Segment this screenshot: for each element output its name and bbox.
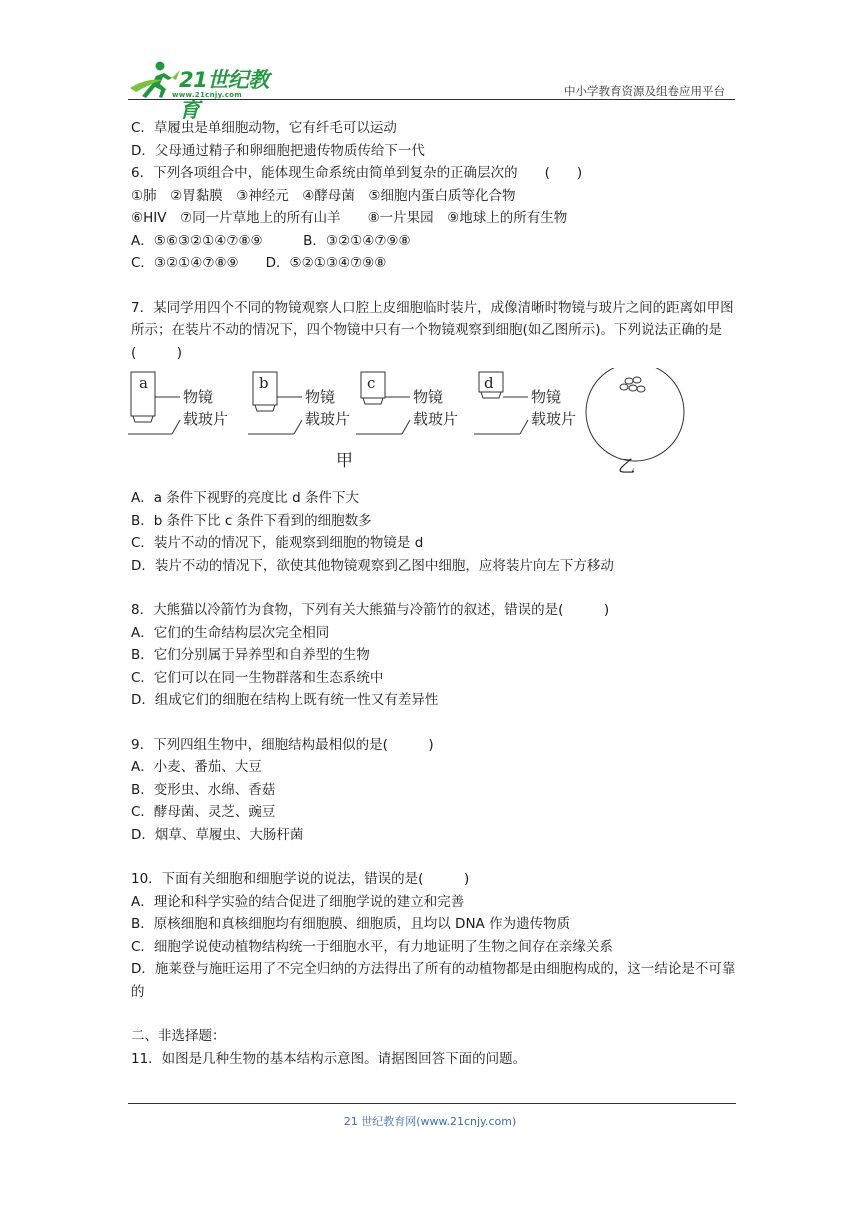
lens-label-b: b xyxy=(259,374,269,392)
lens-label-c: c xyxy=(367,374,376,392)
header-divider xyxy=(128,99,735,100)
footer-divider xyxy=(128,1103,736,1104)
q10-option-d: D．施莱登与施旺运用了不完全归纳的方法得出了所有的动植物都是由细胞构成的，这一结论是不可靠的 xyxy=(131,961,736,1000)
objective-lens-diagram xyxy=(128,368,688,481)
q11-stem: 11．如图是几种生物的基本结构示意图。请据图回答下面的问题。 xyxy=(131,1050,527,1067)
q9-option-d: D．烟草、草履虫、大肠杆菌 xyxy=(131,826,304,843)
q6-options-line1: A．⑤⑥③②①④⑦⑧⑨ B．③②①④⑦⑨⑧ xyxy=(131,232,411,249)
q5-option-d: D．父母通过精子和卵细胞把遗传物质传给下一代 xyxy=(131,142,425,159)
q7-option-a: A．a 条件下视野的亮度比 d 条件下大 xyxy=(131,490,359,506)
q10-stem: 10．下面有关细胞和细胞学说的说法，错误的是( ) xyxy=(131,871,470,887)
q8-option-d: D．组成它们的细胞在结构上既有统一性又有差异性 xyxy=(131,692,439,708)
q7-stem: 7．某同学用四个不同的物镜观察人口腔上皮细胞临时装片，成像清晰时物镜与玻片之间的距离如甲图所示；在装片不动的情况下，四个物镜中只有一个物镜观察到细胞(如乙图所示)。下列说法正确的是( ) xyxy=(131,299,734,361)
lens-d-objective xyxy=(474,372,528,434)
slide-label: 载玻片 xyxy=(531,410,577,428)
q8-option-a: A．它们的生命结构层次完全相同 xyxy=(131,624,330,641)
q9-option-b: B．变形虫、水绵、香菇 xyxy=(131,781,276,798)
brand-name: 21世纪教育 xyxy=(179,68,269,122)
q8-option-c: C．它们可以在同一生物群落和生态系统中 xyxy=(131,669,384,686)
objective-label: 物镜 xyxy=(305,388,336,406)
q6-stem: 6．下列各项组合中，能体现生命系统由简单到复杂的正确层次的 ( ) xyxy=(131,165,583,181)
q10-option-a: A．理论和科学实验的结合促进了细胞学说的建立和完善 xyxy=(131,893,465,910)
q6-items-line2: ⑥HIV ⑦同一片草地上的所有山羊 ⑧一片果园 ⑨地球上的所有生物 xyxy=(131,210,568,226)
caption-yi: 乙 xyxy=(618,457,635,477)
q6-options-line2: C．③②①④⑦⑧⑨ D．⑤②①③④⑦⑨⑧ xyxy=(131,255,387,271)
slide-label: 载玻片 xyxy=(413,410,459,428)
logo xyxy=(128,58,288,122)
q5-option-c: C．草履虫是单细胞动物，它有纤毛可以运动 xyxy=(131,120,397,136)
lens-c-objective xyxy=(356,372,410,434)
slide-label: 载玻片 xyxy=(183,410,229,428)
q10-option-b: B．原核细胞和真核细胞均有细胞膜、细胞质，且均以 DNA 作为遗传物质 xyxy=(131,916,571,932)
lens-label-a: a xyxy=(139,374,148,392)
lens-a-objective xyxy=(128,372,180,434)
q7-option-d: D．装片不动的情况下，欲使其他物镜观察到乙图中细胞，应将装片向左下方移动 xyxy=(131,557,614,574)
field-of-view-circle xyxy=(586,368,684,461)
q10-option-c: C．细胞学说使动植物结构统一于细胞水平，有力地证明了生物之间存在亲缘关系 xyxy=(131,938,613,955)
q8-stem: 8．大熊猫以冷箭竹为食物，下列有关大熊猫与冷箭竹的叙述，错误的是( ) xyxy=(131,602,610,618)
brand-url: www.21cnjy.com xyxy=(172,91,242,99)
q7-figure xyxy=(128,368,688,481)
slide-label: 载玻片 xyxy=(305,410,351,428)
platform-title: 中小学教育资源及组卷应用平台 xyxy=(564,84,725,98)
q7-option-c: C．装片不动的情况下，能观察到细胞的物镜是 d xyxy=(131,535,424,551)
lens-label-d: d xyxy=(484,374,494,392)
footer-link[interactable]: 21 世纪教育网(www.21cnjy.com) xyxy=(343,1115,517,1128)
objective-label: 物镜 xyxy=(183,388,214,406)
section-heading: 二、非选择题： xyxy=(131,1028,226,1044)
q7-option-b: B．b 条件下比 c 条件下看到的细胞数多 xyxy=(131,512,372,529)
objective-label: 物镜 xyxy=(413,388,444,406)
q9-option-a: A．小麦、番茄、大豆 xyxy=(131,759,262,775)
q9-option-c: C．酵母菌、灵芝、豌豆 xyxy=(131,804,276,820)
q9-stem: 9．下列四组生物中，细胞结构最相似的是( ) xyxy=(131,736,434,753)
objective-label: 物镜 xyxy=(531,388,562,406)
q6-items-line1: ①肺 ②胃黏膜 ③神经元 ④酵母菌 ⑤细胞内蛋白质等化合物 xyxy=(131,187,516,204)
caption-jia: 甲 xyxy=(336,451,353,471)
q8-option-b: B．它们分别属于异养型和自养型的生物 xyxy=(131,647,370,663)
document-body xyxy=(131,117,743,1070)
lens-b-objective xyxy=(248,372,302,434)
page-header xyxy=(128,58,735,122)
